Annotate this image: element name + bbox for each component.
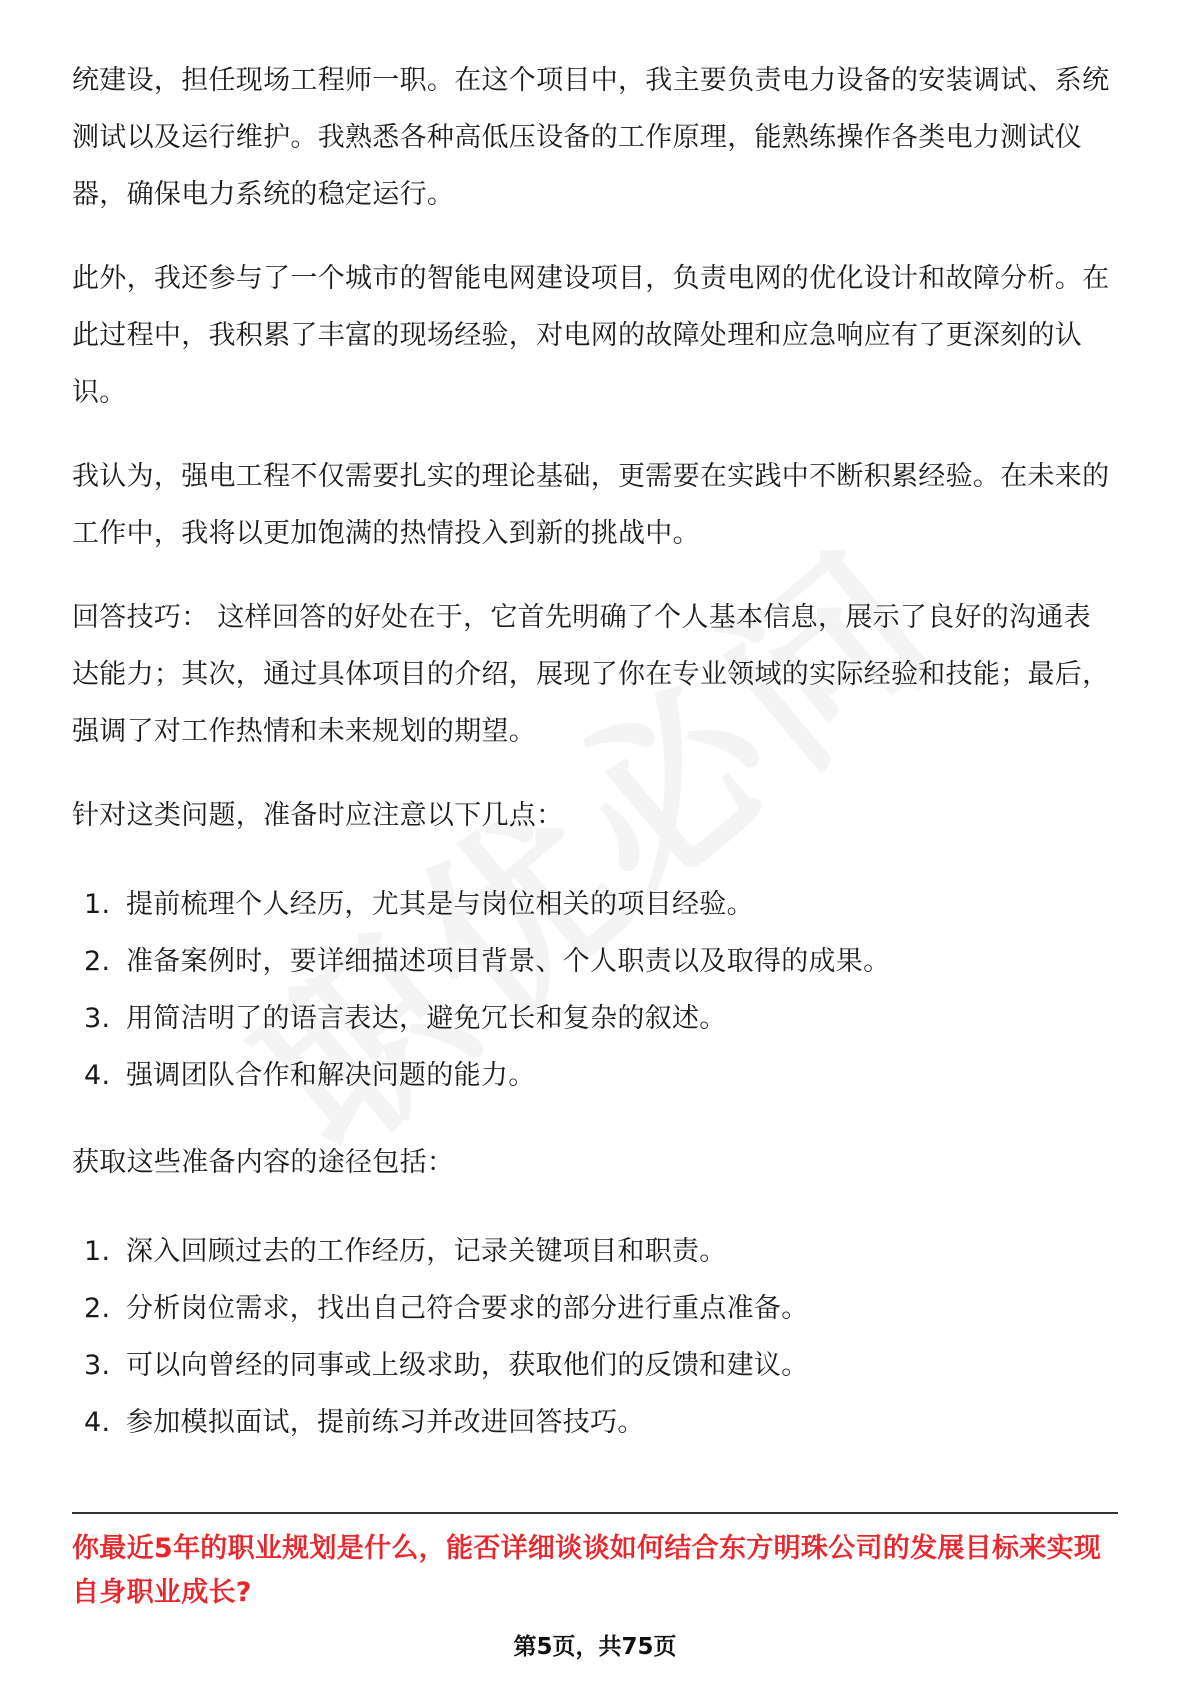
list-item <box>72 876 1118 933</box>
source-points-list <box>72 1223 1118 1451</box>
paragraph-conclusion: 我认为，强电工程不仅需要扎实的理论基础，更需要在实践中不断积累经验。在未来的工作中，我将以更加饱满的热情投入到新的挑战中。 <box>72 461 1110 549</box>
list-number: 3. <box>84 1003 111 1034</box>
list-item <box>72 1223 1118 1280</box>
list-text: 提前梳理个人经历，尤其是与岗位相关的项目经验。 <box>126 889 754 920</box>
prep-points-list <box>72 876 1118 1104</box>
list-item <box>72 990 1118 1047</box>
paragraph-sources-heading: 获取这些准备内容的途径包括： <box>72 1147 455 1178</box>
page-content <box>72 52 1118 1481</box>
page-number: 第5页，共75页 <box>513 1634 677 1660</box>
next-question-heading: 你最近5年的职业规划是什么，能否详细谈谈如何结合东方明珠公司的发展目标来实现自身职业成长? <box>72 1533 1102 1608</box>
list-item <box>72 1337 1118 1394</box>
paragraph-smart-grid: 此外，我还参与了一个城市的智能电网建设项目，负责电网的优化设计和故障分析。在此过程中，我积累了丰富的现场经验，对电网的故障处理和应急响应有了更深刻的认识。 <box>72 263 1110 408</box>
list-number: 3. <box>84 1350 111 1381</box>
paragraph-prep-heading: 针对这类问题，准备时应注意以下几点： <box>72 800 564 831</box>
list-number: 1. <box>84 1236 111 1267</box>
list-text: 分析岗位需求，找出自己符合要求的部分进行重点准备。 <box>126 1293 809 1324</box>
list-text: 可以向曾经的同事或上级求助，获取他们的反馈和建议。 <box>126 1350 809 1381</box>
list-number: 4. <box>84 1407 111 1438</box>
list-text: 准备案例时，要详细描述项目背景、个人职责以及取得的成果。 <box>126 946 891 977</box>
list-item <box>72 933 1118 990</box>
list-text: 深入回顾过去的工作经历，记录关键项目和职责。 <box>126 1236 727 1267</box>
paragraph-project-experience: 统建设，担任现场工程师一职。在这个项目中，我主要负责电力设备的安装调试、系统测试以及运行维护。我熟悉各种高低压设备的工作原理，能熟练操作各类电力测试仪器，确保电力系统的稳定运行。 <box>72 65 1110 210</box>
section-divider <box>72 1512 1118 1514</box>
paragraph-answer-tips: 回答技巧： 这样回答的好处在于，它首先明确了个人基本信息，展示了良好的沟通表达能力；其次，通过具体项目的介绍，展现了你在专业领域的实际经验和技能；最后，强调了对工作热情和未来规划的期望。 <box>72 602 1110 747</box>
list-item <box>72 1280 1118 1337</box>
list-number: 2. <box>84 1293 111 1324</box>
list-number: 1. <box>84 889 111 920</box>
list-text: 用简洁明了的语言表达，避免冗长和复杂的叙述。 <box>126 1003 727 1034</box>
list-text: 参加模拟面试，提前练习并改进回答技巧。 <box>126 1407 645 1438</box>
list-number: 2. <box>84 946 111 977</box>
list-item <box>72 1394 1118 1451</box>
list-text: 强调团队合作和解决问题的能力。 <box>126 1060 536 1091</box>
list-number: 4. <box>84 1060 111 1091</box>
list-item <box>72 1047 1118 1104</box>
